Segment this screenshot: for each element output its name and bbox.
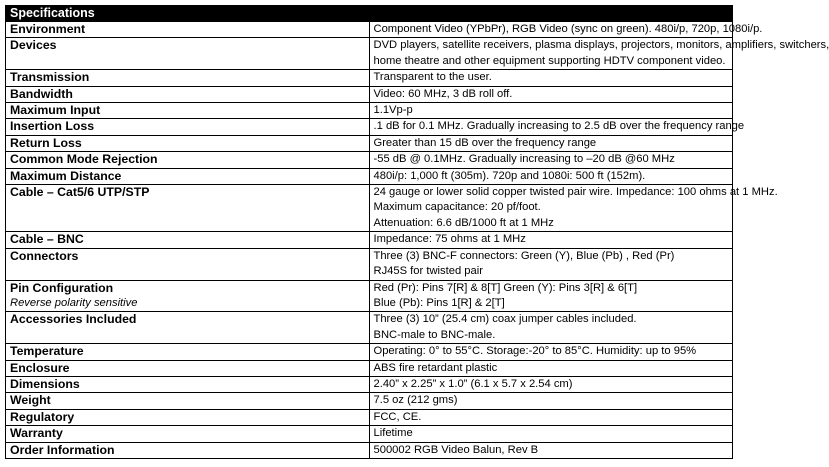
spec-label: Insertion Loss — [10, 119, 95, 134]
spec-value-cell — [369, 248, 733, 280]
spec-value-line: Video: 60 MHz, 3 dB roll off. — [373, 87, 513, 100]
spec-value-line: home theatre and other equipment supporting HDTV component video. — [373, 54, 726, 67]
table-row — [6, 232, 733, 248]
spec-label: Enclosure — [10, 360, 70, 375]
spec-label-cell — [6, 376, 370, 392]
spec-value-line: BNC-male to BNC-male. — [373, 328, 496, 341]
spec-value-line: Attenuation: 6.6 dB/1000 ft at 1 MHz — [373, 216, 554, 229]
spec-label-cell — [6, 232, 370, 248]
specifications-table — [5, 5, 829, 459]
spec-value-line: 7.5 oz (212 gms) — [373, 394, 458, 407]
table-row — [6, 409, 733, 425]
spec-label-cell — [6, 168, 370, 184]
spec-label-cell — [6, 312, 370, 344]
spec-label: Connectors — [10, 248, 79, 263]
spec-value-cell — [369, 185, 778, 232]
spec-label: Maximum Input — [10, 103, 101, 118]
spec-label: Maximum Distance — [10, 168, 122, 183]
spec-label: Order Information — [10, 442, 115, 457]
table-row — [6, 86, 733, 102]
spec-value-cell — [369, 312, 733, 344]
spec-label: Common Mode Rejection — [10, 152, 158, 167]
spec-value-cell — [369, 168, 733, 184]
spec-label: Return Loss — [10, 135, 82, 150]
spec-label: Warranty — [10, 426, 63, 441]
spec-label-cell — [6, 119, 370, 135]
spec-value-line: Greater than 15 dB over the frequency range — [373, 136, 597, 149]
spec-label: Environment — [10, 22, 86, 36]
spec-value-line: Transparent to the user. — [373, 71, 492, 84]
spec-sublabel: Reverse polarity sensitive — [10, 296, 138, 309]
spec-label-cell — [6, 22, 370, 38]
table-row — [6, 312, 733, 344]
spec-label-cell — [6, 38, 370, 70]
spec-value-line: DVD players, satellite receivers, plasma displays, projectors, monitors, amplifiers, switchers, — [373, 39, 829, 52]
spec-value-cell — [369, 442, 733, 458]
spec-value-line: FCC, CE. — [373, 410, 422, 423]
spec-value-line: Component Video (YPbPr), RGB Video (sync on green). 480i/p, 720p, 1080i/p. — [373, 23, 763, 35]
table-row — [6, 119, 733, 135]
table-row — [6, 426, 733, 442]
spec-label: Cable – BNC — [10, 232, 84, 247]
spec-value-cell — [369, 393, 733, 409]
spec-label: Bandwidth — [10, 86, 73, 101]
spec-value-cell — [369, 376, 733, 392]
spec-value-cell — [369, 360, 733, 376]
table-row — [6, 360, 733, 376]
spec-label: Regulatory — [10, 409, 75, 424]
spec-value-line: 1.1Vp-p — [373, 104, 413, 117]
spec-label: Transmission — [10, 70, 90, 85]
table-title: Specifications — [6, 6, 733, 22]
spec-label-cell — [6, 70, 370, 86]
spec-label: Weight — [10, 393, 51, 408]
table-row — [6, 442, 733, 458]
spec-value-cell — [369, 135, 733, 151]
spec-label-cell — [6, 248, 370, 280]
table-row — [6, 248, 733, 280]
spec-label-cell — [6, 103, 370, 119]
table-row — [6, 22, 733, 38]
spec-value-line: Operating: 0° to 55°C. Storage:-20° to 85°C. Humidity: up to 95% — [373, 345, 697, 358]
table-header-row — [6, 6, 733, 22]
spec-value-cell — [369, 426, 733, 442]
spec-value-line: Three (3) 10” (25.4 cm) coax jumper cables included. — [373, 313, 637, 326]
table-row — [6, 135, 733, 151]
table-row — [6, 103, 733, 119]
spec-label-cell — [6, 442, 370, 458]
spec-label-cell — [6, 409, 370, 425]
spec-label: Accessories Included — [10, 312, 137, 327]
table-row — [6, 393, 733, 409]
spec-label-cell — [6, 360, 370, 376]
table-row — [6, 280, 733, 312]
spec-value-cell — [369, 280, 733, 312]
spec-value-line: Three (3) BNC-F connectors: Green (Y), Blue (Pb) , Red (Pr) — [373, 249, 675, 262]
spec-value-line: .1 dB for 0.1 MHz. Gradually increasing to 2.5 dB over the frequency range — [373, 120, 745, 133]
spec-label: Cable – Cat5/6 UTP/STP — [10, 185, 150, 200]
spec-value-cell — [369, 22, 763, 38]
spec-label-cell — [6, 393, 370, 409]
spec-value-cell — [369, 70, 733, 86]
spec-label-cell — [6, 426, 370, 442]
spec-value-cell — [369, 409, 733, 425]
spec-value-cell — [369, 86, 733, 102]
spec-value-line: -55 dB @ 0.1MHz. Gradually increasing to –20 dB @60 MHz — [373, 153, 675, 166]
spec-value-line: Maximum capacitance: 20 pf/foot. — [373, 201, 541, 214]
spec-value-cell — [369, 344, 733, 360]
table-row — [6, 38, 733, 70]
spec-label-cell — [6, 152, 370, 168]
spec-value-cell — [369, 119, 745, 135]
spec-value-cell — [369, 38, 829, 70]
spec-value-line: 500002 RGB Video Balun, Rev B — [373, 443, 539, 456]
spec-label: Dimensions — [10, 376, 80, 391]
spec-label-cell — [6, 344, 370, 360]
spec-label: Devices — [10, 38, 57, 53]
table-row — [6, 376, 733, 392]
spec-value-line: Blue (Pb): Pins 1[R] & 2[T] — [373, 296, 505, 309]
spec-value-line: Lifetime — [373, 427, 413, 440]
spec-value-cell — [369, 103, 733, 119]
spec-value-cell — [369, 232, 733, 248]
table-row — [6, 70, 733, 86]
spec-value-line: RJ45S for twisted pair — [373, 265, 483, 278]
table-row — [6, 168, 733, 184]
spec-label-cell — [6, 185, 370, 232]
table-row — [6, 344, 733, 360]
spec-value-line: Impedance: 75 ohms at 1 MHz — [373, 233, 526, 246]
specifications-sheet — [5, 5, 829, 459]
table-row — [6, 152, 733, 168]
spec-value-line: Red (Pr): Pins 7[R] & 8[T] Green (Y): Pins 3[R] & 6[T] — [373, 281, 638, 294]
spec-label: Pin Configuration — [10, 280, 114, 295]
spec-value-line: ABS fire retardant plastic — [373, 361, 498, 374]
spec-value-line: 480i/p: 1,000 ft (305m). 720p and 1080i: 500 ft (152m). — [373, 169, 646, 182]
table-row — [6, 185, 733, 232]
spec-label-cell — [6, 135, 370, 151]
spec-label-cell — [6, 280, 370, 312]
spec-label-cell — [6, 86, 370, 102]
spec-label: Temperature — [10, 344, 84, 359]
spec-value-cell — [369, 152, 733, 168]
spec-value-line: 24 gauge or lower solid copper twisted pair wire. Impedance: 100 ohms at 1 MHz. — [373, 186, 778, 199]
spec-value-line: 2.40” x 2.25” x 1.0” (6.1 x 5.7 x 2.54 cm) — [373, 377, 573, 390]
